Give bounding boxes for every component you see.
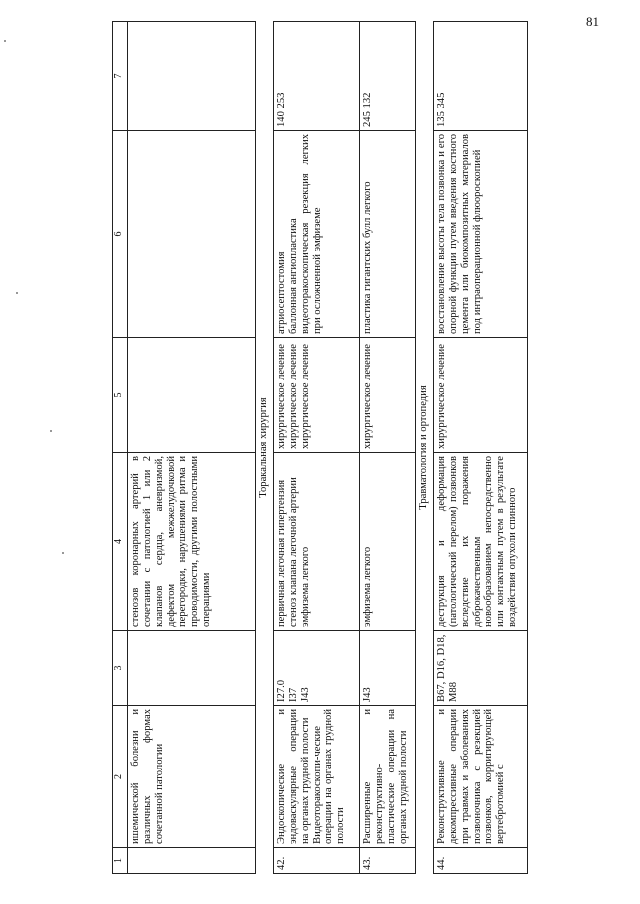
treatment-method-cell (274, 131, 360, 338)
row-number-cell: 42. (274, 848, 360, 874)
table-row (128, 22, 256, 874)
section-title: Травматология и ортопедия (416, 22, 434, 874)
cost-cell: 245 132 (360, 22, 416, 131)
procedure-name-cell: Расширенные и реконструктивно-пластические операции на органах грудной полости (360, 706, 416, 848)
icd-code-cell (128, 631, 256, 706)
cost-cell (128, 22, 256, 131)
treatment-type-cell: хирургическое лечение (360, 338, 416, 453)
treatment-type-text: хирургическое лечение (287, 344, 299, 449)
patient-model-text: первичная легочная гипертензия (276, 479, 287, 627)
table-row (274, 22, 360, 874)
column-header-5: 5 (113, 338, 128, 453)
patient-model-cell (274, 453, 360, 631)
column-number-row (113, 22, 128, 874)
rotated-table-container (112, 22, 528, 874)
row-number-cell: 43. (360, 848, 416, 874)
treatment-type-cell (128, 338, 256, 453)
icd-code-text: I37 (287, 687, 299, 702)
icd-code-text: I27.0 (276, 679, 287, 702)
procedure-name-text: Видеоторакоскопи-ческие операции на органах грудной полости (311, 709, 347, 844)
column-header-7: 7 (113, 22, 128, 131)
cost-cell: 135 345 (434, 22, 528, 131)
icd-code-text: J43 (299, 687, 311, 702)
section-title: Торакальная хирургия (256, 22, 274, 874)
treatment-method-cell: восстановление высоты тела позвонка и его опорной функции путем введения костного цемента или биокомпозитных материалов под интраоперационной флюороскопией (434, 131, 528, 338)
treatment-type-text: хирургическое лечение (276, 344, 287, 449)
procedure-name-cell: Реконструктивные и декомпрессивные операции при травмах и заболеваниях позвоночника с резекцией позвонков, корригирующей вертебротомией с (434, 706, 528, 848)
procedure-name-cell (274, 706, 360, 848)
row-number-cell: 44. (434, 848, 528, 874)
treatment-method-cell: пластика гигантских булл легкого (360, 131, 416, 338)
column-header-6: 6 (113, 131, 128, 338)
column-header-1: 1 (113, 848, 128, 874)
cost-cell: 140 253 (274, 22, 360, 131)
scan-speck (4, 40, 6, 42)
icd-code-cell: B67, D16, D18, M88 (434, 631, 528, 706)
patient-model-text: стеноз клапана легочной артерии (287, 477, 299, 627)
scan-speck (50, 430, 52, 432)
section-header-row (256, 22, 274, 874)
treatment-method-text: баллонная ангиопластика (287, 218, 299, 334)
procedure-name-cell: ишемической болезни и различных формах сочетанной патологии (128, 706, 256, 848)
patient-model-text: эмфизема легкого (299, 546, 311, 627)
patient-model-cell: деструкция и деформация (патологический перелом) позвонков вследствие их поражения доброкачественным новообразованием непосредственно или контактным путем в результате воздействия опухоли спинного (434, 453, 528, 631)
column-header-3: 3 (113, 631, 128, 706)
page-number: 81 (586, 14, 599, 29)
treatment-method-text: видеоторакоскопическая резекция легких при осложненной эмфиземе (299, 134, 323, 334)
treatment-type-text: хирургическое лечение (299, 344, 311, 449)
scan-speck (16, 292, 18, 294)
treatment-method-cell (128, 131, 256, 338)
table-row (360, 22, 416, 874)
scan-speck (62, 552, 64, 554)
column-header-4: 4 (113, 453, 128, 631)
icd-code-cell: J43 (360, 631, 416, 706)
patient-model-cell: стенозов коронарных артерий в сочетании с патологией 1 или 2 клапанов сердца, аневризмой, дефектом межжелудочковой перегородки, нарушениями ритма и проводимости, другими полостными операциями (128, 453, 256, 631)
patient-model-cell: эмфизема легкого (360, 453, 416, 631)
column-header-2: 2 (113, 706, 128, 848)
table-row (434, 22, 528, 874)
icd-code-cell (274, 631, 360, 706)
section-header-row (416, 22, 434, 874)
procedure-name-text: Эндоскопические и эндоваскулярные операции на органах грудной полости (276, 709, 311, 844)
treatment-type-cell (274, 338, 360, 453)
row-number-cell (128, 848, 256, 874)
treatment-method-text: атриосептостомия (276, 251, 287, 334)
medical-services-table (112, 21, 528, 874)
treatment-type-cell: хирургическое лечение (434, 338, 528, 453)
